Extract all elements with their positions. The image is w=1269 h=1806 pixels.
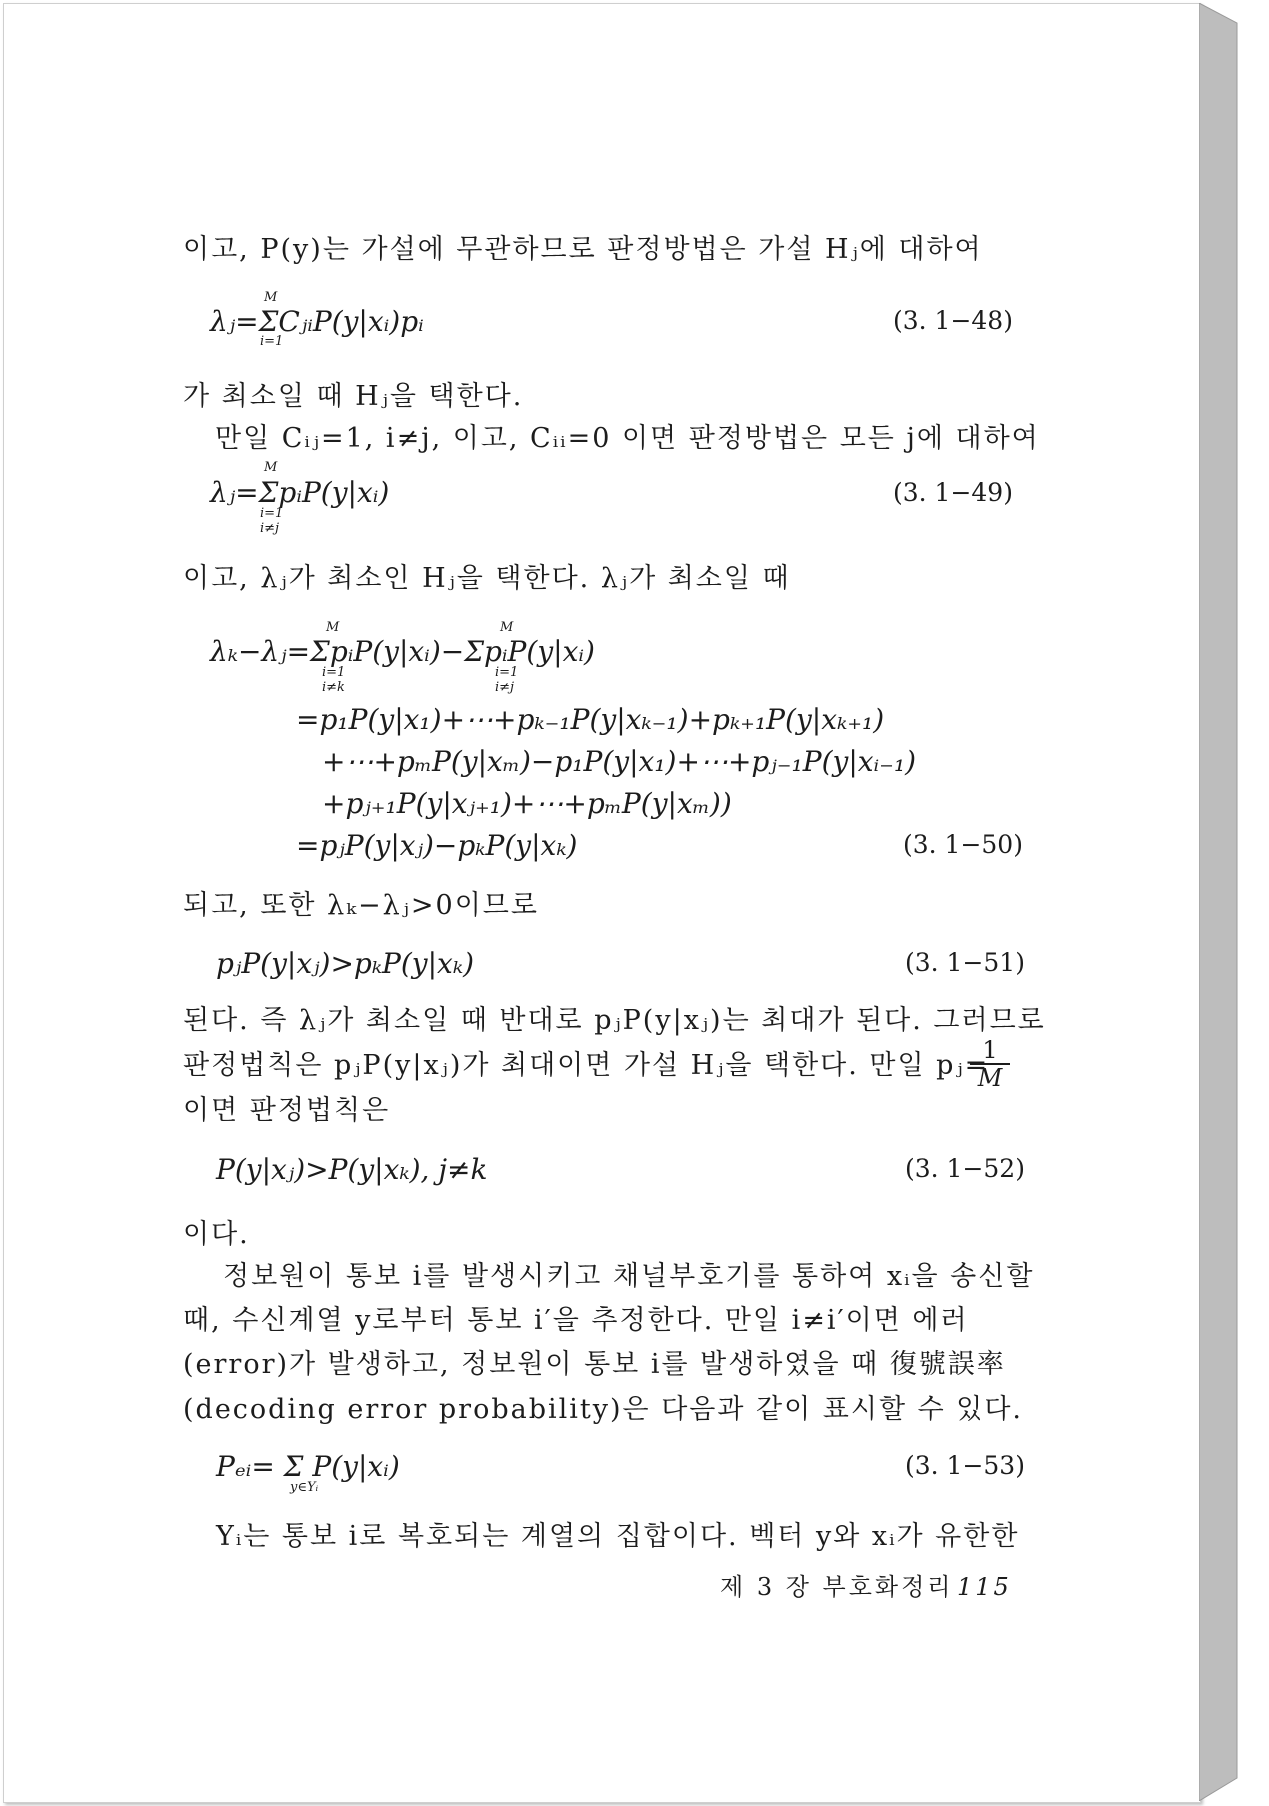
equation-3-1-51: pⱼP(y|xⱼ)>pₖP(y|xₖ) xyxy=(216,947,474,980)
equation-3-1-50-line5: =pⱼP(y|xⱼ)−pₖP(y|xₖ) xyxy=(296,829,578,862)
text-line: 된다. 즉 λⱼ가 최소일 때 반대로 pⱼP(y|xⱼ)는 최대가 된다. 그러므로 xyxy=(183,1005,1046,1036)
equation-3-1-48: λⱼ=ΣCⱼᵢP(y|xᵢ)pᵢ xyxy=(210,305,424,338)
equation-3-1-50-line2: =p₁P(y|x₁)+⋯+pₖ₋₁P(y|xₖ₋₁)+pₖ₊₁P(y|xₖ₊₁) xyxy=(296,703,885,736)
page-number: 115 xyxy=(957,1573,1012,1601)
equation-3-1-49: λⱼ=ΣpᵢP(y|xᵢ) xyxy=(210,476,390,509)
text-line: 때, 수신계열 y로부터 통보 i′을 추정한다. 만일 i≠i′이면 에러 xyxy=(183,1305,969,1336)
sum-lower-limit: i≠j xyxy=(495,680,515,695)
equation-3-1-50-line1: λₖ−λⱼ=ΣpᵢP(y|xᵢ)−ΣpᵢP(y|xᵢ) xyxy=(210,635,595,668)
equation-3-1-50-line3: +⋯+pₘP(y|xₘ)−p₁P(y|x₁)+⋯+pⱼ₋₁P(y|xᵢ₋₁) xyxy=(322,745,917,778)
text-line: Yᵢ는 통보 i로 복호되는 계열의 집합이다. 벡터 y와 xᵢ가 유한한 xyxy=(216,1521,1020,1552)
fraction-denominator: M xyxy=(977,1064,1003,1092)
equation-number: (3. 1−53) xyxy=(905,1451,1025,1480)
text-line: 가 최소일 때 Hⱼ을 택한다. xyxy=(183,381,524,412)
equation-3-1-53: Pₑᵢ= Σ P(y|xᵢ) xyxy=(216,1450,400,1483)
text-line: 정보원이 통보 i를 발생시키고 채널부호기를 통하여 xᵢ을 송신할 xyxy=(223,1261,1035,1292)
equation-number: (3. 1−48) xyxy=(893,306,1013,335)
text-line: 이다. xyxy=(183,1219,250,1250)
sum-upper-limit: M xyxy=(326,620,340,635)
sum-lower-limit: i≠k xyxy=(322,680,345,695)
equation-number: (3. 1−49) xyxy=(893,478,1013,507)
sum-lower-limit: i=1 xyxy=(260,506,284,521)
sum-upper-limit: M xyxy=(264,290,278,305)
equation-number: (3. 1−51) xyxy=(905,948,1025,977)
sum-lower-limit: i=1 xyxy=(495,665,519,680)
text-line: 이고, λⱼ가 최소인 Hⱼ을 택한다. λⱼ가 최소일 때 xyxy=(183,563,791,594)
equation-number: (3. 1−52) xyxy=(905,1154,1025,1183)
fraction-numerator: 1 xyxy=(970,1037,1010,1065)
fraction-1-over-M xyxy=(970,1037,1010,1091)
equation-number: (3. 1−50) xyxy=(903,830,1023,859)
sum-upper-limit: M xyxy=(500,620,514,635)
equation-3-1-50-line4: +pⱼ₊₁P(y|xⱼ₊₁)+⋯+pₘP(y|xₘ)) xyxy=(322,787,732,820)
text-line: 이면 판정법칙은 xyxy=(183,1095,391,1126)
equation-3-1-52: P(y|xⱼ)>P(y|xₖ), j≠k xyxy=(216,1153,488,1186)
sum-lower-limit: i=1 xyxy=(322,665,346,680)
sum-upper-limit: M xyxy=(264,460,278,475)
sum-lower-limit: y∈Yᵢ xyxy=(290,1480,319,1495)
running-footer-chapter: 제 3 장 부호화정리 xyxy=(720,1573,954,1601)
text-line: 만일 Cᵢⱼ=1, i≠j, 이고, Cᵢᵢ=0 이면 판정방법은 모든 j에 대하여 xyxy=(215,423,1040,454)
text-line: 이고, P(y)는 가설에 무관하므로 판정방법은 가설 Hⱼ에 대하여 xyxy=(183,234,983,265)
text-line: 판정법칙은 pⱼP(y|xⱼ)가 최대이면 가설 Hⱼ을 택한다. 만일 pⱼ= xyxy=(183,1050,990,1081)
text-line: (decoding error probability)은 다음과 같이 표시할 수 있다. xyxy=(183,1394,1024,1425)
page-stack-edge xyxy=(1199,3,1244,1801)
text-line: (error)가 발생하고, 정보원이 통보 i를 발생하였을 때 復號誤率 xyxy=(183,1349,1006,1380)
text-line: 되고, 또한 λₖ−λⱼ>0이므로 xyxy=(183,890,539,921)
sum-lower-limit: i≠j xyxy=(260,521,280,536)
sum-lower-limit: i=1 xyxy=(260,334,284,349)
